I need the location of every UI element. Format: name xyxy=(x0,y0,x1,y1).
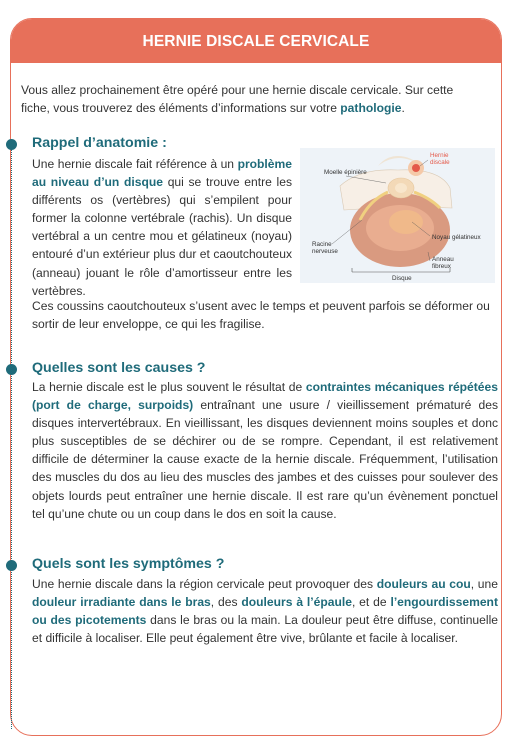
section-title-anatomie: Rappel d’anatomie : xyxy=(32,135,167,151)
page-title: HERNIE DISCALE CERVICALE xyxy=(11,19,501,63)
section-bullet xyxy=(6,560,17,571)
section-bullet xyxy=(6,139,17,150)
symptomes-text-a: Une hernie discale dans la région cervicale peut provoquer des xyxy=(32,577,377,591)
symptomes-highlight-2: douleur irradiante dans le bras xyxy=(32,595,211,610)
symptomes-text-b: , une xyxy=(470,577,498,591)
intro-text: Vous allez prochainement être opéré pour une hernie discale cervicale. Sur cette fiche, vous trouverez des éléments d’informations sur votre xyxy=(21,83,454,115)
causes-text-a: La hernie discale est le plus souvent le résultat de xyxy=(32,380,306,394)
causes-highlight: contraintes mécaniques répétées (port de charge, surpoids) xyxy=(32,380,498,413)
label-disque: Disque xyxy=(392,275,412,282)
symptomes-text-d: , et de xyxy=(351,595,391,610)
causes-text-b: entraînant une usure / vieillissement prématuré des disques intervertébraux. En vieillissant, les disques deviennent moins souples et donc plus susceptibles de se déchirer ou de se rompre. Cependant, il est relativement difficile de déterminer la cause exacte de la hernie discale. Fréquemment, l’utilisation des muscles du dos au lieu des muscles des jambes et des cuisses pour soulever des objets lourds peut entraîner une hernie discale. Il est rare qu’un évènement ponctuel tel qu’une chute ou un coup dans le dos en soit la cause. xyxy=(32,398,498,521)
anatomie-paragraph-2: Ces coussins caoutchouteux s’usent avec le temps et peuvent parfois se déformer ou sortir de leur enveloppe, ce qui les fragilise. xyxy=(32,299,490,332)
intro-end: . xyxy=(401,100,405,115)
anatomie-paragraph xyxy=(32,155,292,300)
intro-paragraph xyxy=(21,82,469,117)
timeline-line xyxy=(11,149,13,729)
symptomes-text-e: dans le bras ou la main. La douleur peut être diffuse, continuelle et difficile à localiser. Elle peut également être vive, brûlante et facile à localiser. xyxy=(32,613,498,646)
intro-highlight: pathologie xyxy=(340,100,402,115)
label-racine: Racine nerveuse xyxy=(312,241,338,255)
symptomes-paragraph xyxy=(32,575,498,647)
causes-paragraph xyxy=(32,378,498,523)
symptomes-highlight-4: l’engourdissement ou des picotements xyxy=(32,595,498,628)
symptomes-text-c: , des xyxy=(210,595,242,610)
label-anneau: Anneau fibreux xyxy=(432,256,454,270)
section-title-causes: Quelles sont les causes ? xyxy=(32,360,206,376)
section-bullet xyxy=(6,364,17,375)
anatomie-text-a: Une hernie discale fait référence à un xyxy=(32,157,238,171)
label-moelle: Moelle épinière xyxy=(324,169,367,176)
section-title-symptomes: Quels sont les symptômes ? xyxy=(32,556,225,572)
anatomie-highlight: problème au niveau d’un disque xyxy=(32,157,292,190)
symptomes-highlight-3: douleurs à l’épaule xyxy=(241,595,352,610)
disc-illustration xyxy=(300,148,495,283)
anatomie-text-b: qui se trouve entre les différents os (vertèbres) qui s’empilent pour former la colonne vertébrale (rachis). Un disque vertébral a un centre mou et gélatineux (noyau) entouré d’un extérieur plus dur et caoutchouteux (anneau) jouant le rôle d’amortisseur entre les vertèbres. xyxy=(32,175,292,298)
symptomes-highlight-1: douleurs au cou xyxy=(376,577,471,591)
label-noyau: Noyau gélatineux xyxy=(432,234,481,241)
label-hernie: Hernie discale xyxy=(430,152,450,166)
